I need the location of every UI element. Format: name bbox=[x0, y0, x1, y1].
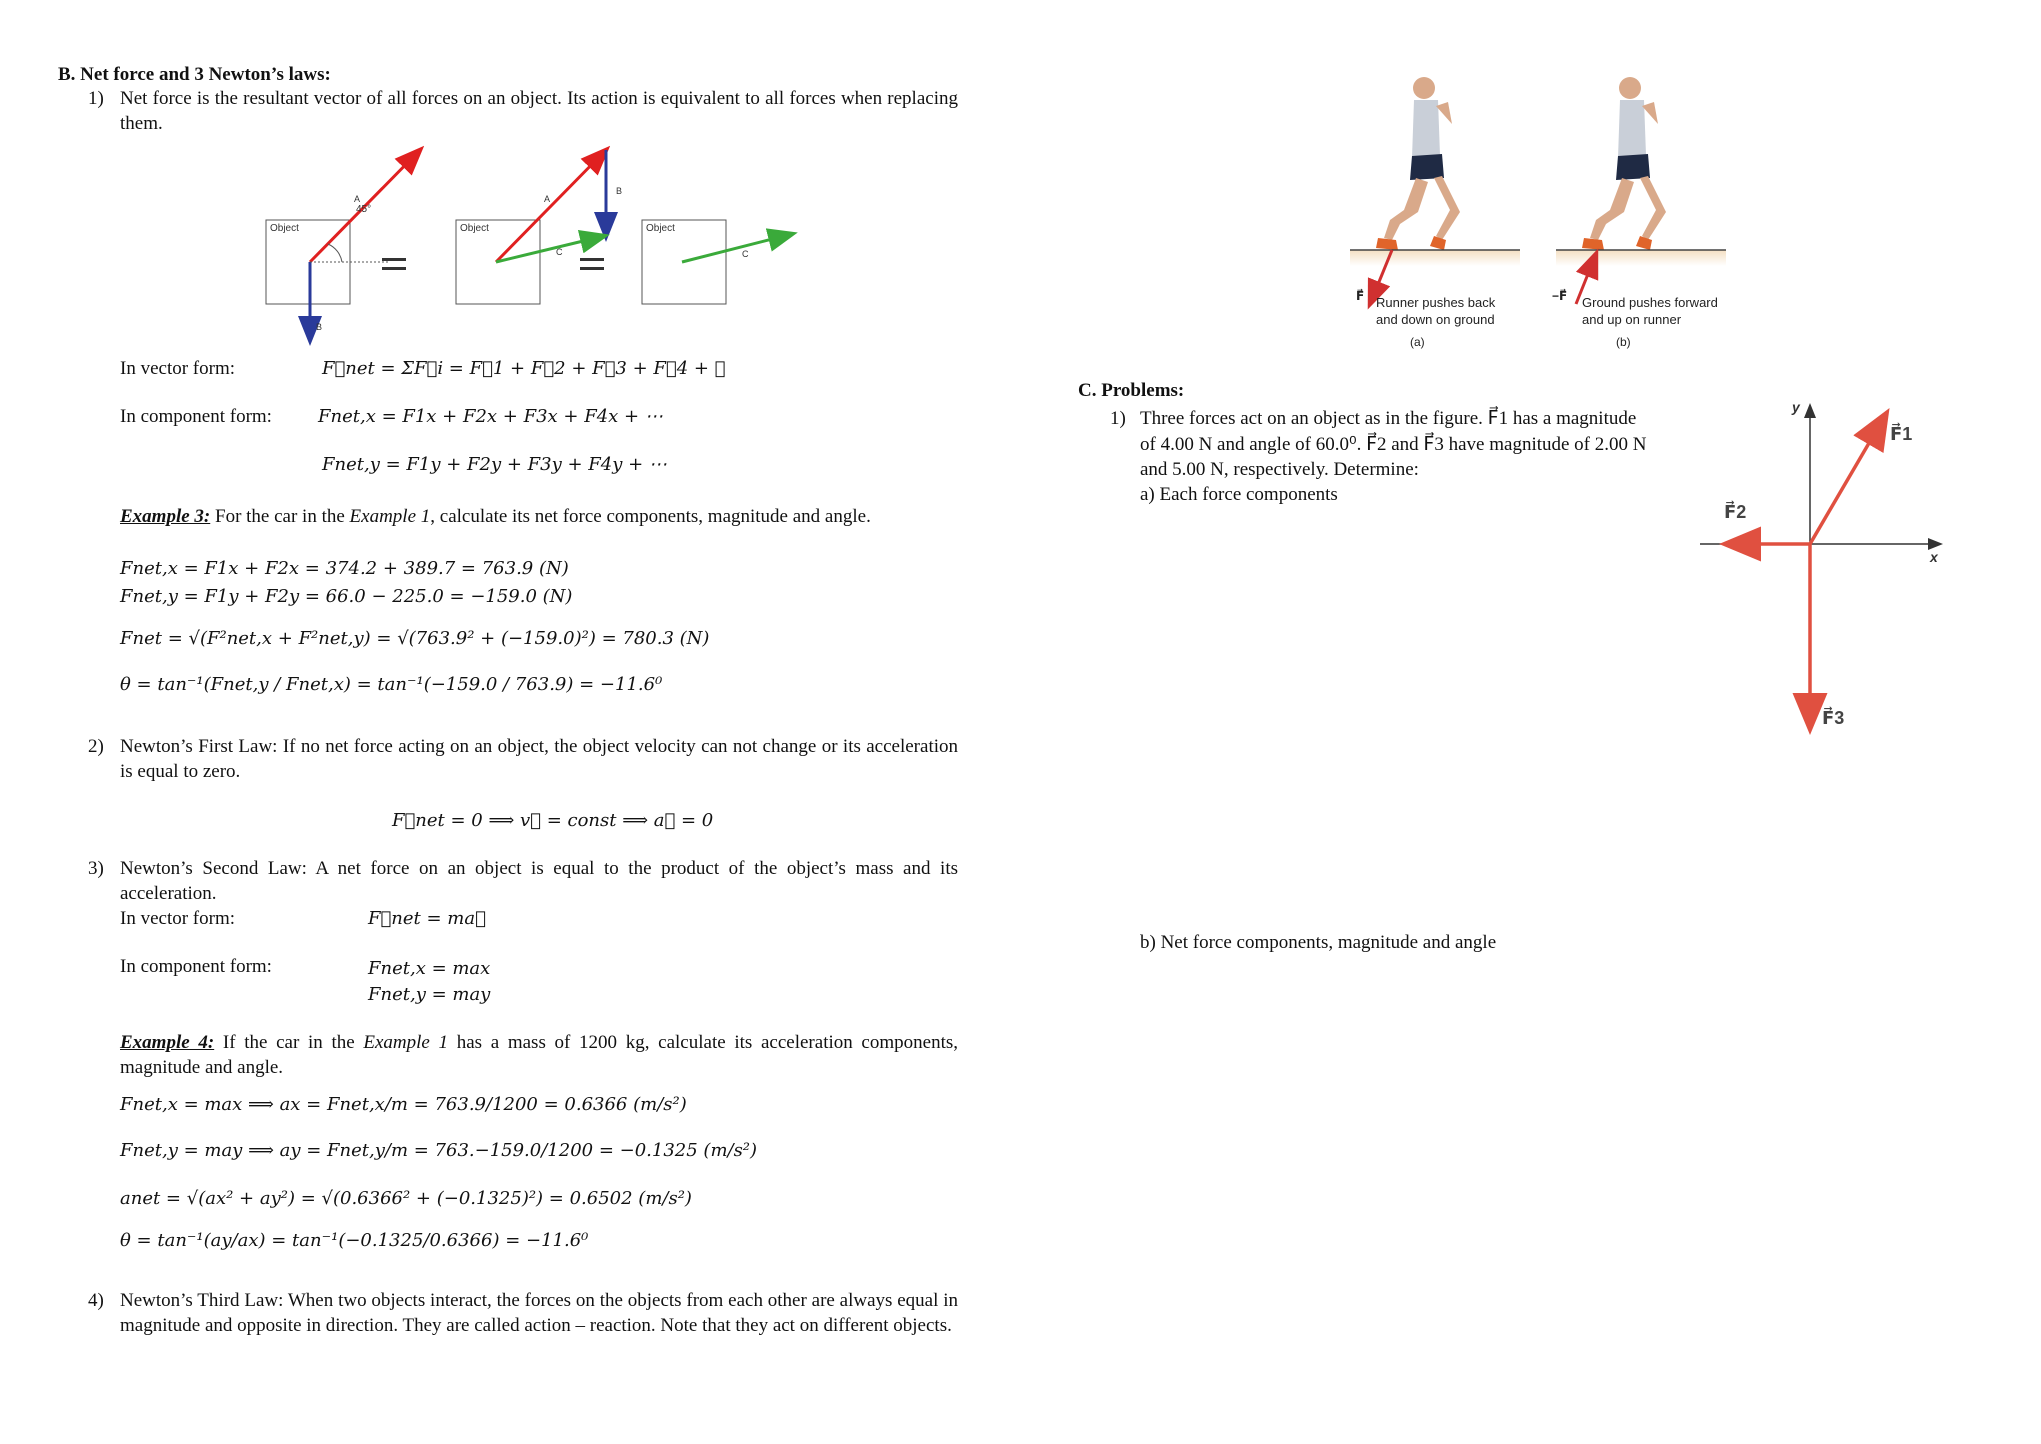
force-label-b: −F⃗ bbox=[1552, 289, 1568, 303]
item-4-number: 4) bbox=[88, 1290, 104, 1311]
problem-1-part-b: b) Net force components, magnitude and angle bbox=[1140, 932, 1497, 953]
equals-sign-2-top bbox=[580, 258, 604, 261]
caption-b-line-1: Ground pushes forward bbox=[1582, 295, 1718, 310]
second-law-component-x: Fnet,x = max bbox=[368, 958, 491, 979]
object-label-2: Object bbox=[460, 223, 489, 234]
item-2-text: Newton’s First Law: If no net force acting on an object, the object velocity can not change or its acceleration is equal to zero. bbox=[120, 736, 958, 782]
vector-a-label-1: A bbox=[354, 194, 361, 204]
component-form-label: In component form: bbox=[120, 406, 272, 427]
problem-1-line-2: of 4.00 N and angle of 60.0⁰. F⃗2 and F⃗3 have magnitude of 2.00 N bbox=[1140, 434, 1647, 455]
example-4-label: Example 4: bbox=[120, 1032, 215, 1053]
second-law-component-y: Fnet,y = may bbox=[368, 984, 491, 1005]
example-4-eq-2: Fnet,y = may ⟹ ay = Fnet,y/m = 763.−159.0/1200 = −0.1325 (m/s²) bbox=[120, 1140, 758, 1161]
item-4-text: Newton’s Third Law: When two objects interact, the forces on the objects from each other are always equal in magnitude and opposite in direction. They are called action – reaction. Note that they act on different objects. bbox=[120, 1290, 958, 1336]
example-3-eq-2: Fnet,y = F1y + F2y = 66.0 − 225.0 = −159.0 (N) bbox=[120, 586, 573, 607]
example-3-ref: Example 1 bbox=[349, 506, 431, 527]
force-diagram bbox=[1690, 390, 1950, 740]
example-4-statement bbox=[120, 1030, 958, 1080]
force-f1-arrow bbox=[1810, 414, 1886, 544]
example-3-eq-1: Fnet,x = F1x + F2x = 374.2 + 389.7 = 763.9 (N) bbox=[120, 558, 569, 579]
vector-addition-diagram bbox=[260, 140, 820, 350]
example-3-eq-3: Fnet = √(F²net,x + F²net,y) = √(763.9² + (−159.0)²) = 780.3 (N) bbox=[120, 628, 710, 649]
example-3-label: Example 3: bbox=[120, 506, 211, 527]
problem-1-number: 1) bbox=[1110, 408, 1126, 429]
ground-a bbox=[1350, 250, 1520, 266]
equals-sign-2-bottom bbox=[580, 267, 604, 270]
item-1-text: Net force is the resultant vector of all forces on an object. Its action is equivalent to all forces when replacing them. bbox=[120, 88, 958, 134]
object-label-3: Object bbox=[646, 223, 675, 234]
y-axis-label: y bbox=[1792, 399, 1800, 415]
first-law-equation: F⃗net = 0 ⟹ v⃗ = const ⟹ a⃗ = 0 bbox=[392, 810, 714, 831]
example-3-text-pre: For the car in the bbox=[210, 506, 350, 527]
object-label-1: Object bbox=[270, 223, 299, 234]
vector-c-arrow-3 bbox=[682, 234, 792, 262]
item-1-number: 1) bbox=[88, 88, 104, 109]
force-label-a: F⃗ bbox=[1356, 289, 1365, 303]
vector-form-equation: F⃗net = ΣF⃗i = F⃗1 + F⃗2 + F⃗3 + F⃗4 + ⋯ bbox=[322, 358, 726, 379]
caption-a-line-1: Runner pushes back bbox=[1376, 295, 1496, 310]
example-4-text-post: has a mass of 1200 kg, calculate its acceleration components, magnitude and angle. bbox=[120, 1032, 959, 1078]
force-f3-label: F⃗3 bbox=[1822, 708, 1845, 728]
vector-a-arrow-2 bbox=[496, 150, 606, 262]
example-4-eq-3: anet = √(ax² + ay²) = √(0.6366² + (−0.1325)²) = 0.6502 (m/s²) bbox=[120, 1188, 692, 1209]
component-equation-y: Fnet,y = F1y + F2y + F3y + F4y + ⋯ bbox=[322, 454, 667, 475]
vector-b-label-1: B bbox=[316, 322, 323, 332]
equals-sign-1-top bbox=[382, 258, 406, 261]
runner-b-illustration bbox=[1582, 77, 1666, 250]
item-2-number: 2) bbox=[88, 736, 104, 757]
caption-a-line-2: and down on ground bbox=[1376, 312, 1495, 327]
runner-figure bbox=[1320, 60, 1740, 360]
second-law-component-label: In component form: bbox=[120, 956, 272, 977]
angle-arc bbox=[328, 244, 342, 262]
force-f1-label: F⃗1 bbox=[1890, 424, 1913, 444]
section-c-heading: C. Problems: bbox=[1078, 380, 1185, 401]
figure-label-a: (a) bbox=[1410, 335, 1425, 349]
vector-c-label-2: C bbox=[556, 247, 563, 257]
example-3-statement bbox=[120, 504, 871, 529]
vector-c-label-3: C bbox=[742, 249, 749, 259]
item-3-text: Newton’s Second Law: A net force on an object is equal to the product of the object’s mass and its acceleration. bbox=[120, 858, 958, 904]
component-equation-x: Fnet,x = F1x + F2x + F3x + F4x + ⋯ bbox=[318, 406, 663, 427]
ground-b bbox=[1556, 250, 1726, 266]
caption-b-line-2: and up on runner bbox=[1582, 312, 1682, 327]
x-axis-label: x bbox=[1930, 549, 1938, 565]
vector-b-label-2: B bbox=[616, 186, 623, 196]
vector-form-label: In vector form: bbox=[120, 358, 236, 379]
force-f2-label: F⃗2 bbox=[1724, 502, 1747, 522]
example-4-eq-4: θ = tan⁻¹(ay/ax) = tan⁻¹(−0.1325/0.6366) = −11.6⁰ bbox=[120, 1230, 589, 1251]
figure-label-b: (b) bbox=[1616, 335, 1631, 349]
example-4-eq-1: Fnet,x = max ⟹ ax = Fnet,x/m = 763.9/1200 = 0.6366 (m/s²) bbox=[120, 1094, 687, 1115]
second-law-vector-eq: F⃗net = ma⃗ bbox=[368, 908, 486, 929]
second-law-vector-label: In vector form: bbox=[120, 908, 236, 929]
vector-a-label-2: A bbox=[544, 194, 551, 204]
example-3-text-post: , calculate its net force components, magnitude and angle. bbox=[430, 506, 871, 527]
example-4-ref: Example 1 bbox=[363, 1032, 449, 1053]
section-b-heading: B. Net force and 3 Newton’s laws: bbox=[58, 64, 331, 85]
example-3-eq-4: θ = tan⁻¹(Fnet,y / Fnet,x) = tan⁻¹(−159.0 / 763.9) = −11.6⁰ bbox=[120, 674, 663, 695]
runner-a-illustration bbox=[1376, 77, 1460, 250]
angle-label: 45° bbox=[356, 204, 372, 215]
example-4-text-pre: If the car in the bbox=[214, 1032, 364, 1053]
problem-1-line-3: and 5.00 N, respectively. Determine: bbox=[1140, 459, 1419, 480]
item-3-number: 3) bbox=[88, 858, 104, 879]
problem-1-line-1: Three forces act on an object as in the figure. F⃗1 has a magnitude bbox=[1140, 408, 1637, 429]
equals-sign-1-bottom bbox=[382, 267, 406, 270]
problem-1-part-a: a) Each force components bbox=[1140, 484, 1338, 505]
